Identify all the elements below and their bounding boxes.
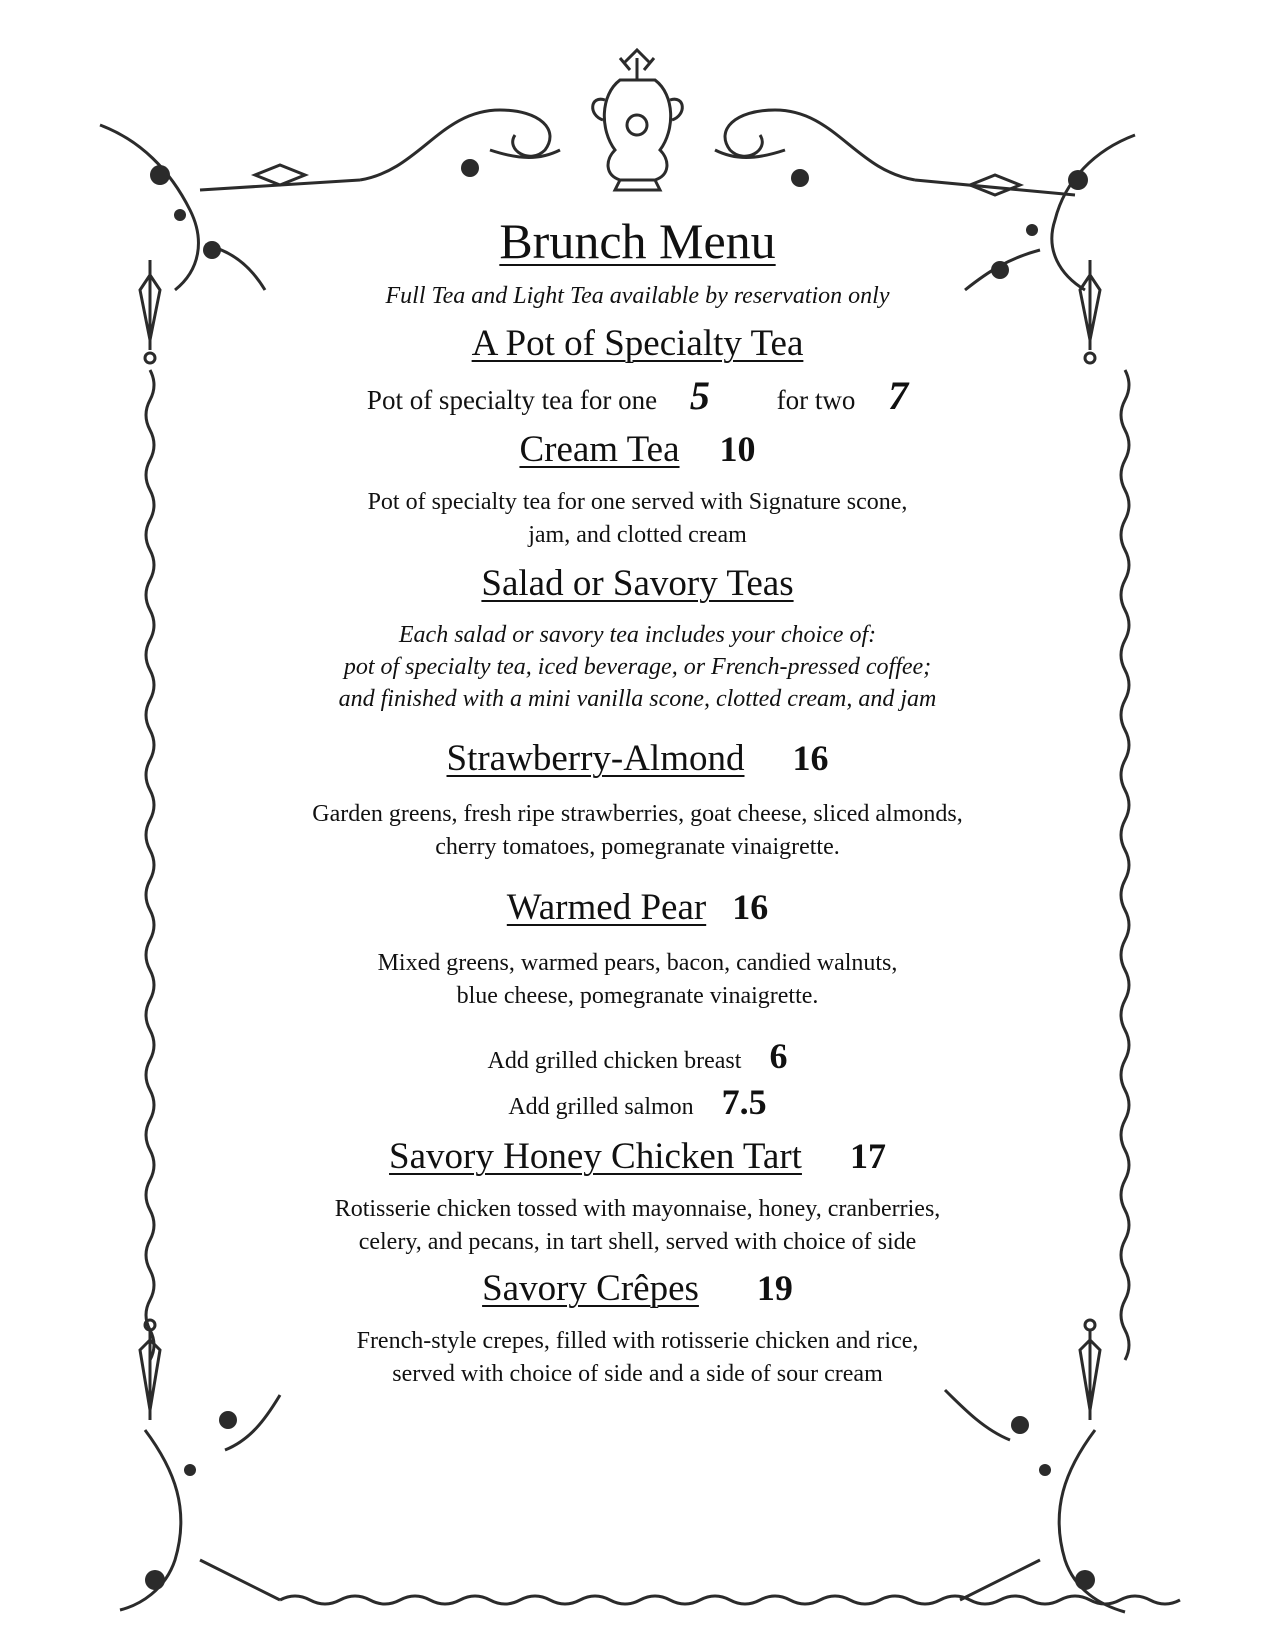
strawberry-heading: Strawberry-Almond <box>446 738 745 779</box>
strawberry-desc-line: Garden greens, fresh ripe strawberries, goat cheese, sliced almonds, <box>312 801 963 827</box>
salad-teas-note <box>180 619 1095 715</box>
salad-teas-note-line: Each salad or savory tea includes your choice of: <box>398 622 877 648</box>
strawberry-description <box>180 798 1095 864</box>
pear-price: 16 <box>732 887 769 927</box>
addon-salmon-price: 7.5 <box>721 1082 767 1122</box>
tart-price: 17 <box>849 1136 886 1176</box>
pot-tea-one-label: Pot of specialty tea for one <box>366 385 658 415</box>
cream-tea-heading: Cream Tea <box>519 429 680 470</box>
crepes-heading: Savory Crêpes <box>482 1268 699 1309</box>
strawberry-row <box>180 737 1095 780</box>
tart-description <box>180 1193 1095 1259</box>
reservation-note: Full Tea and Light Tea available by reservation only <box>385 283 890 309</box>
pot-tea-two-label: for two <box>776 385 856 415</box>
top-scroll-right <box>725 110 915 180</box>
pear-desc-line: blue cheese, pomegranate vinaigrette. <box>456 983 819 1009</box>
addon-salmon-row <box>180 1081 1095 1123</box>
rose-icon <box>791 169 809 187</box>
cream-tea-description <box>180 486 1095 552</box>
crepes-price: 19 <box>756 1268 793 1308</box>
crepes-desc-line: served with choice of side and a side of sour cream <box>392 1361 883 1387</box>
addon-salmon-label: Add grilled salmon <box>508 1094 694 1120</box>
left-border-vine <box>146 370 154 1360</box>
strawberry-price: 16 <box>792 738 829 778</box>
cream-tea-row <box>180 428 1095 471</box>
crepes-desc-line: French-style crepes, filled with rotisserie chicken and rice, <box>356 1328 919 1354</box>
cream-tea-price: 10 <box>719 429 756 469</box>
cream-tea-desc-line: jam, and clotted cream <box>528 522 747 548</box>
addon-chicken-label: Add grilled chicken breast <box>487 1048 742 1074</box>
tart-row <box>180 1135 1095 1178</box>
pear-heading: Warmed Pear <box>506 887 707 928</box>
salad-teas-note-line: pot of specialty tea, iced beverage, or French-pressed coffee; <box>343 654 932 680</box>
crepes-description <box>180 1325 1095 1391</box>
pot-tea-heading: A Pot of Specialty Tea <box>471 323 804 364</box>
top-scroll-left <box>360 110 550 180</box>
pot-tea-two-price: 7 <box>888 373 909 418</box>
urn-ornament <box>593 50 683 190</box>
salad-teas-note-line: and finished with a mini vanilla scone, clotted cream, and jam <box>338 686 937 712</box>
addon-chicken-row <box>180 1035 1095 1077</box>
pear-row <box>180 886 1095 929</box>
tart-heading: Savory Honey Chicken Tart <box>389 1136 802 1177</box>
page-title: Brunch Menu <box>499 213 776 269</box>
pot-tea-one-price: 5 <box>689 373 710 418</box>
pear-description <box>180 947 1095 1013</box>
addon-chicken-price: 6 <box>769 1036 788 1076</box>
tart-desc-line: Rotisserie chicken tossed with mayonnaise, honey, cranberries, <box>334 1196 941 1222</box>
pot-tea-line <box>180 372 1095 419</box>
salad-teas-heading: Salad or Savory Teas <box>481 563 794 604</box>
cream-tea-desc-line: Pot of specialty tea for one served with Signature scone, <box>367 489 908 515</box>
strawberry-desc-line: cherry tomatoes, pomegranate vinaigrette. <box>435 834 840 860</box>
bottom-border-vine <box>280 1596 1180 1604</box>
pear-desc-line: Mixed greens, warmed pears, bacon, candied walnuts, <box>377 950 898 976</box>
right-border-vine <box>1121 370 1129 1360</box>
crepes-row <box>180 1267 1095 1310</box>
tart-desc-line: celery, and pecans, in tart shell, served with choice of side <box>358 1229 917 1255</box>
rose-icon <box>461 159 479 177</box>
